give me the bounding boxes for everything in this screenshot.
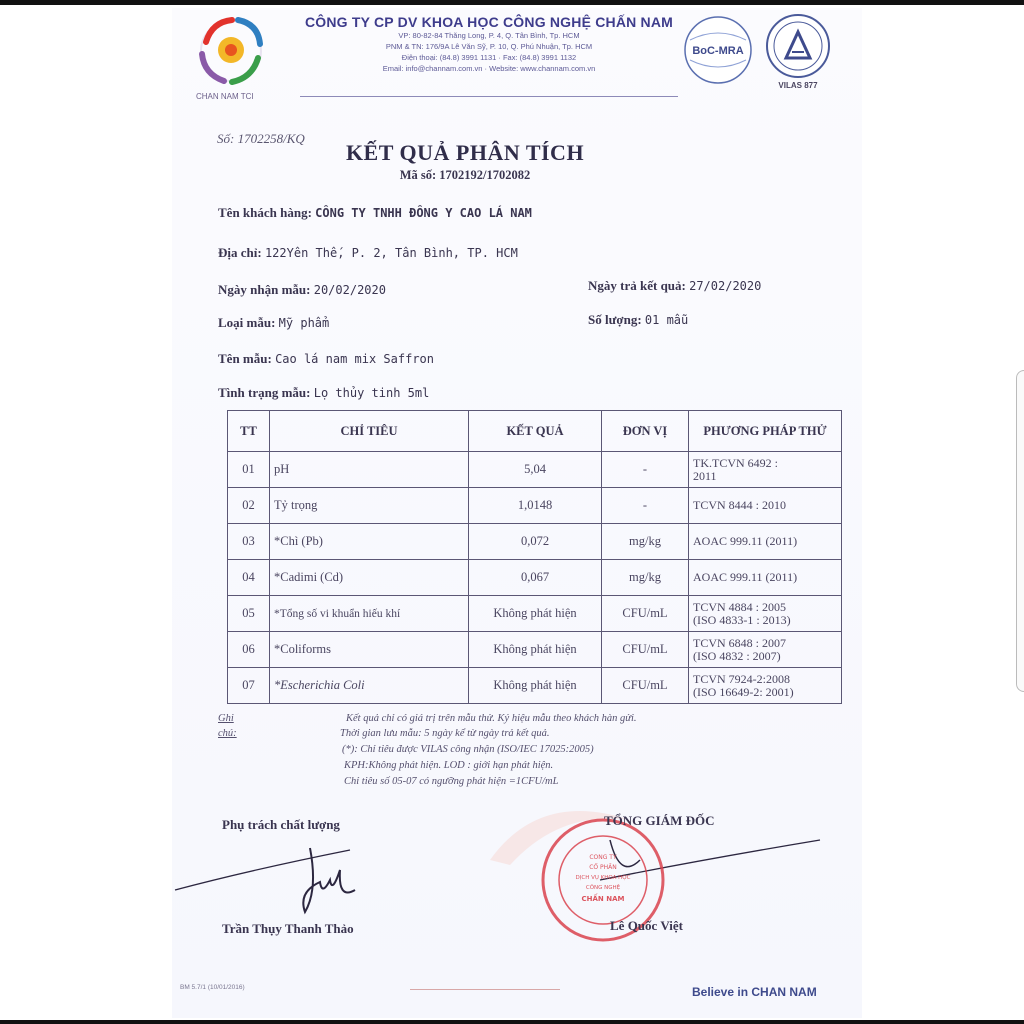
cell-don-vi: mg/kg [602, 560, 689, 596]
director-title: TỔNG GIÁM ĐỐC [604, 813, 715, 828]
table-row [228, 668, 842, 704]
cell-chi-tieu: Tỷ trọng [270, 488, 469, 524]
address-value: 122Yên Thế, P. 2, Tân Bình, TP. HCM [264, 246, 518, 260]
cell-tt: 02 [228, 488, 270, 524]
header-chi-tieu: CHỈ TIÊU [270, 411, 469, 452]
sample-name-field [218, 351, 434, 367]
cell-tt: 01 [228, 452, 270, 488]
cell-ket-qua: 5,04 [469, 452, 602, 488]
cell-chi-tieu: *Escherichia Coli [270, 668, 469, 704]
method-line: TK.TCVN 6492 : [693, 455, 778, 470]
svg-text:CÔNG NGHỆ: CÔNG NGHỆ [585, 885, 621, 891]
company-email-line: Email: info@channam.com.vn · Website: www.channam.com.vn [382, 64, 596, 73]
vilas-badge-text: VILAS 877 [778, 81, 818, 90]
method-line: TCVN 6848 : 2007 [693, 635, 786, 650]
cell-phuong-phap [689, 524, 842, 560]
cell-chi-tieu: *Cadimi (Cd) [270, 560, 469, 596]
cell-ket-qua: Không phát hiện [469, 596, 602, 632]
svg-text:CỔ PHẦN: CỔ PHẦN [589, 864, 617, 871]
cell-chi-tieu: pH [270, 452, 469, 488]
svg-text:CHẤN NAM: CHẤN NAM [581, 895, 625, 903]
cell-tt: 06 [228, 632, 270, 668]
svg-text:DỊCH VỤ KHOA HỌC: DỊCH VỤ KHOA HỌC [575, 875, 631, 881]
svg-text:CÔNG TY: CÔNG TY [589, 854, 617, 861]
results-table [227, 410, 842, 704]
cell-ket-qua: 0,067 [469, 560, 602, 596]
cell-tt: 07 [228, 668, 270, 704]
cell-ket-qua: Không phát hiện [469, 668, 602, 704]
cell-phuong-phap [689, 596, 842, 632]
logo-caption: CHAN NAM TCI [196, 92, 254, 101]
method-line: (ISO 16649-2: 2001) [693, 684, 794, 699]
sample-type-field [218, 315, 329, 331]
table-row [228, 560, 842, 596]
footer-divider [410, 989, 560, 990]
cell-phuong-phap [689, 632, 842, 668]
cell-tt: 03 [228, 524, 270, 560]
cell-ket-qua: Không phát hiện [469, 632, 602, 668]
method-line: TCVN 7924-2:2008 [693, 671, 790, 686]
quantity-field [588, 312, 688, 328]
cell-phuong-phap [689, 560, 842, 596]
cell-don-vi: CFU/mL [602, 596, 689, 632]
table-row [228, 488, 842, 524]
sample-status-value: Lọ thủy tinh 5ml [313, 386, 430, 400]
company-name: CÔNG TY CP DV KHOA HỌC CÔNG NGHỆ CHẤN NAM [304, 14, 674, 30]
note-line: Thời gian lưu mẫu: 5 ngày kể từ ngày trả kết quả. [340, 728, 550, 739]
address-field [218, 245, 518, 261]
cell-tt: 05 [228, 596, 270, 632]
vilas-badge-icon [760, 12, 836, 90]
method-line: TCVN 4884 : 2005 [693, 599, 786, 614]
notes-label: Ghi chú: [218, 713, 237, 739]
cell-don-vi: CFU/mL [602, 632, 689, 668]
cell-don-vi: CFU/mL [602, 668, 689, 704]
quality-manager-name: Trần Thụy Thanh Thảo [222, 921, 354, 936]
chan-nam-logo-icon [192, 12, 270, 90]
table-row [228, 524, 842, 560]
director-name: Lê Quốc Việt [610, 918, 683, 933]
cell-chi-tieu: *Tổng số vi khuẩn hiếu khí [270, 596, 469, 632]
sample-type-value: Mỹ phẩm [278, 316, 330, 330]
boc-mra-badge-icon [682, 14, 754, 86]
sample-status-label: Tình trạng mẫu: [218, 385, 311, 400]
cell-ket-qua: 0,072 [469, 524, 602, 560]
received-date-field [218, 282, 386, 298]
left-signature-icon [170, 830, 410, 920]
scroll-handle[interactable] [1016, 370, 1024, 692]
return-date-field [588, 278, 761, 294]
method-line: 2011 [693, 468, 717, 483]
quantity-label: Số lượng: [588, 312, 642, 327]
header-divider [300, 96, 678, 97]
table-row [228, 632, 842, 668]
footer-brand: Believe in CHAN NAM [692, 985, 817, 999]
cell-tt: 04 [228, 560, 270, 596]
quantity-value: 01 mẫu [644, 313, 689, 327]
return-date-value: 27/02/2020 [689, 279, 762, 293]
method-line: AOAC 999.11 (2011) [693, 570, 798, 584]
quality-manager-title: Phụ trách chất lượng [222, 817, 340, 832]
sample-name-value: Cao lá nam mix Saffron [275, 352, 435, 366]
note-line: KPH:Không phát hiện. LOD : giới hạn phát hiện. [344, 760, 554, 771]
cell-don-vi: mg/kg [602, 524, 689, 560]
top-border [0, 0, 1024, 5]
sample-name-label: Tên mẫu: [218, 351, 272, 366]
header-phuong-phap: PHƯƠNG PHÁP THỬ [689, 411, 842, 452]
boc-mra-badge-text: BoC-MRA [692, 45, 744, 57]
company-office-line: VP: 80-82-84 Thăng Long, P. 4, Q. Tân Bình, Tp. HCM [398, 31, 580, 40]
report-number: Số: 1702258/KQ [217, 131, 305, 146]
sample-type-label: Loại mẫu: [218, 315, 276, 330]
note-line: Kết quả chỉ có giá trị trên mẫu thử. Ký hiệu mẫu theo khách hàn gửi. [346, 713, 637, 724]
table-row [228, 452, 842, 488]
note-line: Chỉ tiêu số 05-07 có ngưỡng phát hiện =1CFU/mL [344, 776, 559, 787]
table-header-row [228, 411, 842, 452]
cell-chi-tieu: *Chì (Pb) [270, 524, 469, 560]
cell-don-vi: - [602, 488, 689, 524]
header-don-vi: ĐƠN VỊ [602, 411, 689, 452]
cell-ket-qua: 1,0148 [469, 488, 602, 524]
note-line: (*): Chỉ tiêu được VILAS công nhận (ISO/IEC 17025:2005) [342, 744, 594, 755]
form-code: BM 5.7/1 (10/01/2016) [180, 984, 245, 991]
company-lab-line: PNM & TN: 176/9A Lê Văn Sỹ, P. 10, Q. Phú Nhuận, Tp. HCM [385, 42, 593, 51]
customer-value: CÔNG TY TNHH ĐÔNG Y CAO LÁ NAM [315, 206, 532, 220]
table-row [228, 596, 842, 632]
header-tt: TT [228, 411, 270, 452]
customer-field [218, 205, 532, 221]
return-date-label: Ngày trả kết quả: [588, 278, 686, 293]
customer-label: Tên khách hàng: [218, 205, 312, 220]
method-line: (ISO 4833-1 : 2013) [693, 612, 791, 627]
received-date-value: 20/02/2020 [313, 283, 386, 297]
cell-chi-tieu: *Coliforms [270, 632, 469, 668]
cell-phuong-phap [689, 452, 842, 488]
method-line: (ISO 4832 : 2007) [693, 648, 781, 663]
bottom-border [0, 1020, 1024, 1024]
header-ket-qua: KẾT QUẢ [469, 411, 602, 452]
cell-phuong-phap [689, 488, 842, 524]
company-block [300, 14, 678, 74]
method-line: TCVN 8444 : 2010 [693, 498, 786, 512]
received-date-label: Ngày nhận mẫu: [218, 282, 311, 297]
cell-phuong-phap [689, 668, 842, 704]
company-phone-line: Điện thoại: (84.8) 3991 1131 · Fax: (84.8) 3991 1132 [401, 53, 577, 62]
report-code: Mã số: 1702192/1702082 [399, 168, 531, 182]
address-label: Địa chỉ: [218, 245, 262, 260]
page-title: KẾT QUẢ PHÂN TÍCH [345, 140, 585, 165]
method-line: AOAC 999.11 (2011) [693, 534, 798, 548]
sample-status-field [218, 385, 429, 401]
cell-don-vi: - [602, 452, 689, 488]
